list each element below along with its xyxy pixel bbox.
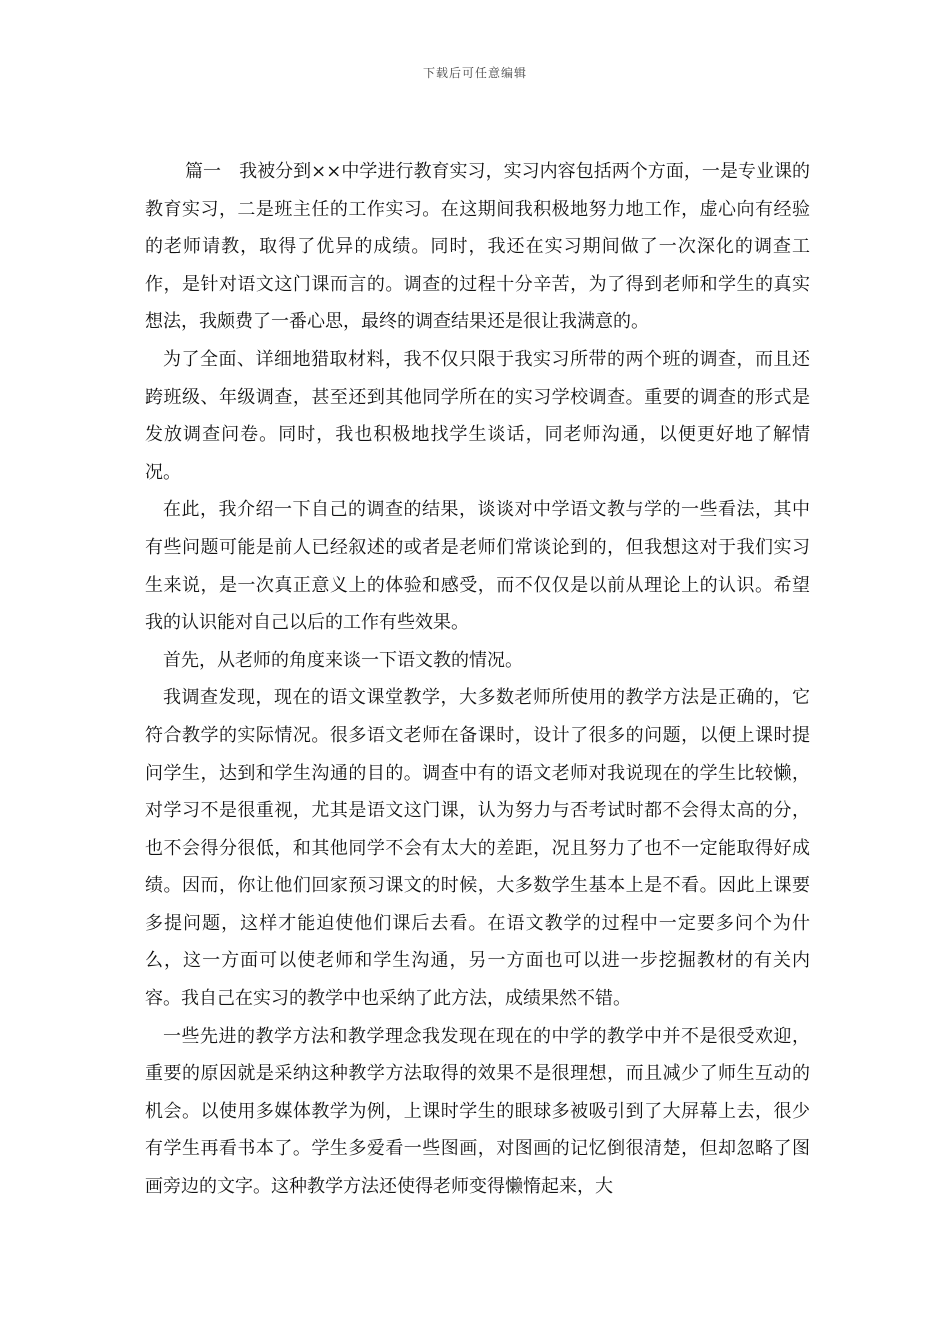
document-body	[145, 153, 810, 1206]
page-header: 下载后可任意编辑	[422, 66, 527, 80]
paragraph-4: 首先，从老师的角度来谈一下语文教的情况。	[163, 649, 523, 671]
paragraph-3: 在此，我介绍一下自己的调查的结果，谈谈对中学语文教与学的一些看法，其中有些问题可能是前人已经叙述的或者是老师们常谈论到的，但我想这对于我们实习生来说，是一次真正意义上的体验和感受，而不仅仅是以前从理论上的认识。希望我的认识能对自己以后的工作有些效果。	[145, 499, 810, 634]
paragraph-1: 篇一 我被分到××中学进行教育实习，实习内容包括两个方面，一是专业课的教育实习，二是班主任的工作实习。在这期间我积极地努力地工作，虚心向有经验的老师请教，取得了优异的成绩。同时，我还在实习期间做了一次深化的调查工作，是针对语文这门课而言的。调查的过程十分辛苦，为了得到老师和学生的真实想法，我颇费了一番心思，最终的调查结果还是很让我满意的。	[145, 161, 810, 333]
paragraph-5: 我调查发现，现在的语文课堂教学，大多数老师所使用的教学方法是正确的，它符合教学的实际情况。很多语文老师在备课时，设计了很多的问题，以便上课时提问学生，达到和学生沟通的目的。调查中有的语文老师对我说现在的学生比较懒，对学习不是很重视，尤其是语文这门课，认为努力与否考试时都不会得太高的分，也不会得分很低，和其他同学不会有太大的差距，况且努力了也不一定能取得好成绩。因而，你让他们回家预习课文的时候，大多数学生基本上是不看。因此上课要多提问题，这样才能迫使他们课后去看。在语文教学的过程中一定要多问个为什么，这一方面可以使老师和学生沟通，另一方面也可以进一步挖掘教材的有关内容。我自己在实习的教学中也采纳了此方法，成绩果然不错。	[145, 687, 810, 1010]
paragraph-2: 为了全面、详细地猎取材料，我不仅只限于我实习所带的两个班的调查，而且还跨班级、年级调查，甚至还到其他同学所在的实习学校调查。重要的调查的形式是发放调查问卷。同时，我也积极地找学生谈话，同老师沟通，以便更好地了解情况。	[145, 348, 810, 483]
paragraph-6: 一些先进的教学方法和教学理念我发现在现在的中学的教学中并不是很受欢迎，重要的原因就是采纳这种教学方法取得的效果不是很理想，而且减少了师生互动的机会。以使用多媒体教学为例，上课时学生的眼球多被吸引到了大屏幕上去，很少有学生再看书本了。学生多爱看一些图画，对图画的记忆倒很清楚，但却忽略了图画旁边的文字。这种教学方法还使得老师变得懒惰起来，大	[145, 1025, 810, 1198]
